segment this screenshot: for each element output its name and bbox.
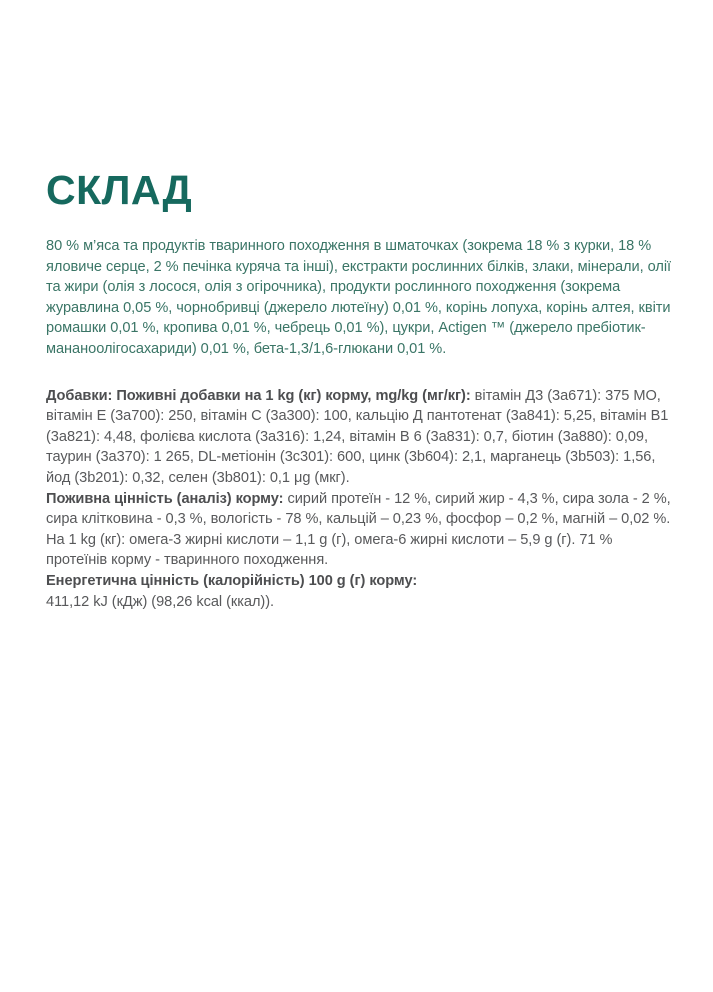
energy-block <box>46 571 674 612</box>
composition-paragraph: 80 % м’яса та продуктів тваринного походження в шматочках (зокрема 18 % з курки, 18 % яловиче серце, 2 % печінка куряча та інші), екстракти рослинних білків, злаки, мінерали, олії та жири (олія з лосося, олія з огірочника), продукти рослинного походження (зокрема журавлина 0,05 %, чорнобривці (джерело лютеїну) 0,01 %, корінь лопуха, корінь алтея, квіти ромашки 0,01 %, кропива 0,01 %, чебрець 0,01 %), цукри, Actigen ™ (джерело пребіотик-мананоолігосахариди) 0,01 %, бета-1,3/1,6-глюкани 0,01 %. <box>46 238 672 357</box>
energy-value: 411,12 kJ (кДж) (98,26 kcal (ккал)). <box>46 593 275 610</box>
nutrition-label: Поживна цінність (аналіз) корму: <box>46 490 284 507</box>
nutrition-block <box>46 489 674 571</box>
content-column <box>46 168 674 612</box>
page-title: СКЛАД <box>46 167 193 213</box>
additives-label: Добавки: Поживні добавки на 1 kg (кг) корму, mg/kg (мг/кг): <box>46 387 471 404</box>
additives-value: вітамін Д3 (3а671): 375 МО, вітамін Е (3а700): 250, вітамін С (3а300): 100, кальцію Д пантотенат (3а841): 5,25, вітамін В1 (3а821): 4,48, фолієва кислота (3а316): 1,24, вітамін В 6 (3а831): 0,7, біотин (3а880): 0,09, таурин (3а370): 1 265, DL-метіонін (3с301): 600, цинк (3b604): 2,1, марганець (3b503): 1,56, йод (3b201): 0,32, селен (3b801): 0,1 μg (мкг). <box>46 387 669 486</box>
nutrition-value: сирий протеїн - 12 %, сирий жир - 4,3 %, сира зола - 2 %, сира клітковина - 0,3 %, вологість - 78 %, кальцій – 0,23 %, фосфор – 0,2 %, магній – 0,02 %. На 1 kg (кг): омега-3 жирні кислоти – 1,1 g (г), омега-6 жирні кислоти – 5,9 g (г). 71 % протеїнів корму - тваринного походження. <box>46 490 671 569</box>
energy-label: Енергетична цінність (калорійність) 100 g (г) корму: <box>46 572 418 589</box>
additives-block <box>46 386 674 489</box>
